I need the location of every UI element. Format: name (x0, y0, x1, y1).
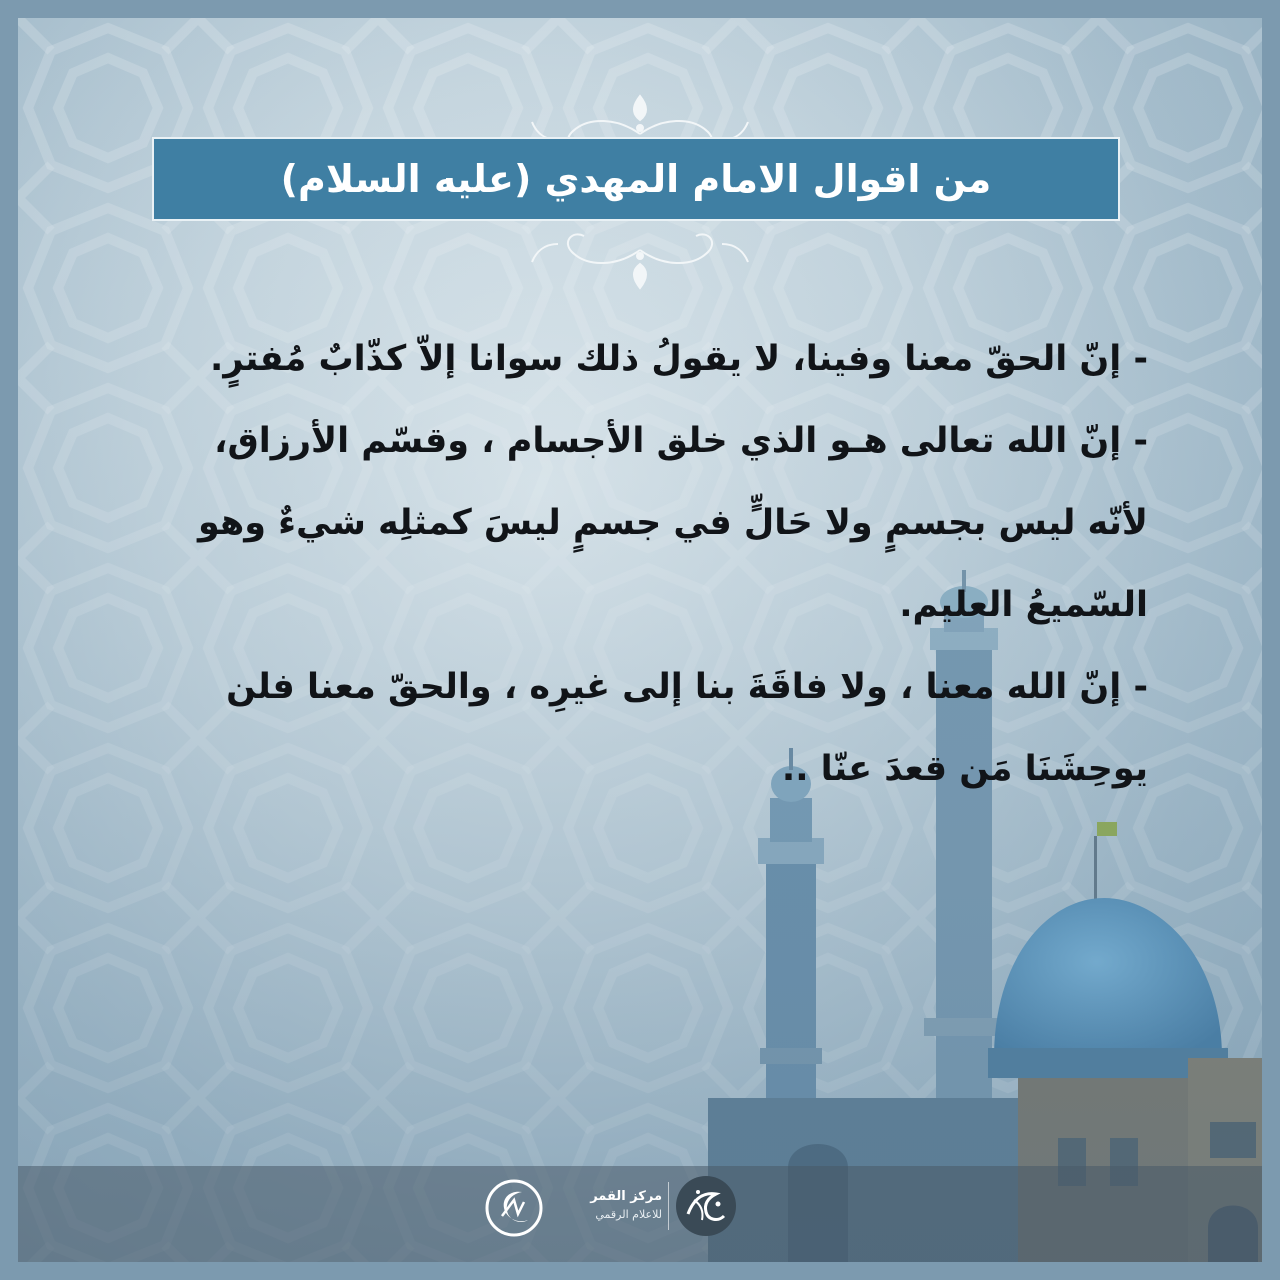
title-banner (152, 137, 1120, 221)
org-subtitle: للاعلام الرقمي (595, 1208, 662, 1221)
quote-item: - إنّ الله معنا ، ولا فاقَةَ بنا إلى غيرِه ، والحقّ معنا فلن يوحِشَنَا مَن قعدَ عنّا .. (226, 667, 1148, 789)
mahdi-calligraphy-logo-icon (674, 1174, 738, 1238)
poster-panel (18, 18, 1262, 1262)
page-title: من اقوال الامام المهدي (عليه السلام) (280, 157, 992, 201)
quote-item: - إنّ الله تعالى هـو الذي خلق الأجسام ، وقسّم الأرزاق، لأنّه ليس بجسمٍ ولا حَالٍّ في جسمٍ ليسَ كمثلِه شيءٌ وهو السّميعُ العليم. (198, 421, 1148, 625)
org-name: مركز القمر (590, 1189, 662, 1204)
quote-item: - إنّ الحقّ معنا وفينا، لا يقولُ ذلك سوانا إلاّ كذّابٌ مُفترٍ. (210, 339, 1148, 379)
moon-calligraphy-logo-icon (484, 1178, 544, 1238)
footer-divider (668, 1182, 669, 1230)
quotes-list (196, 318, 1148, 810)
